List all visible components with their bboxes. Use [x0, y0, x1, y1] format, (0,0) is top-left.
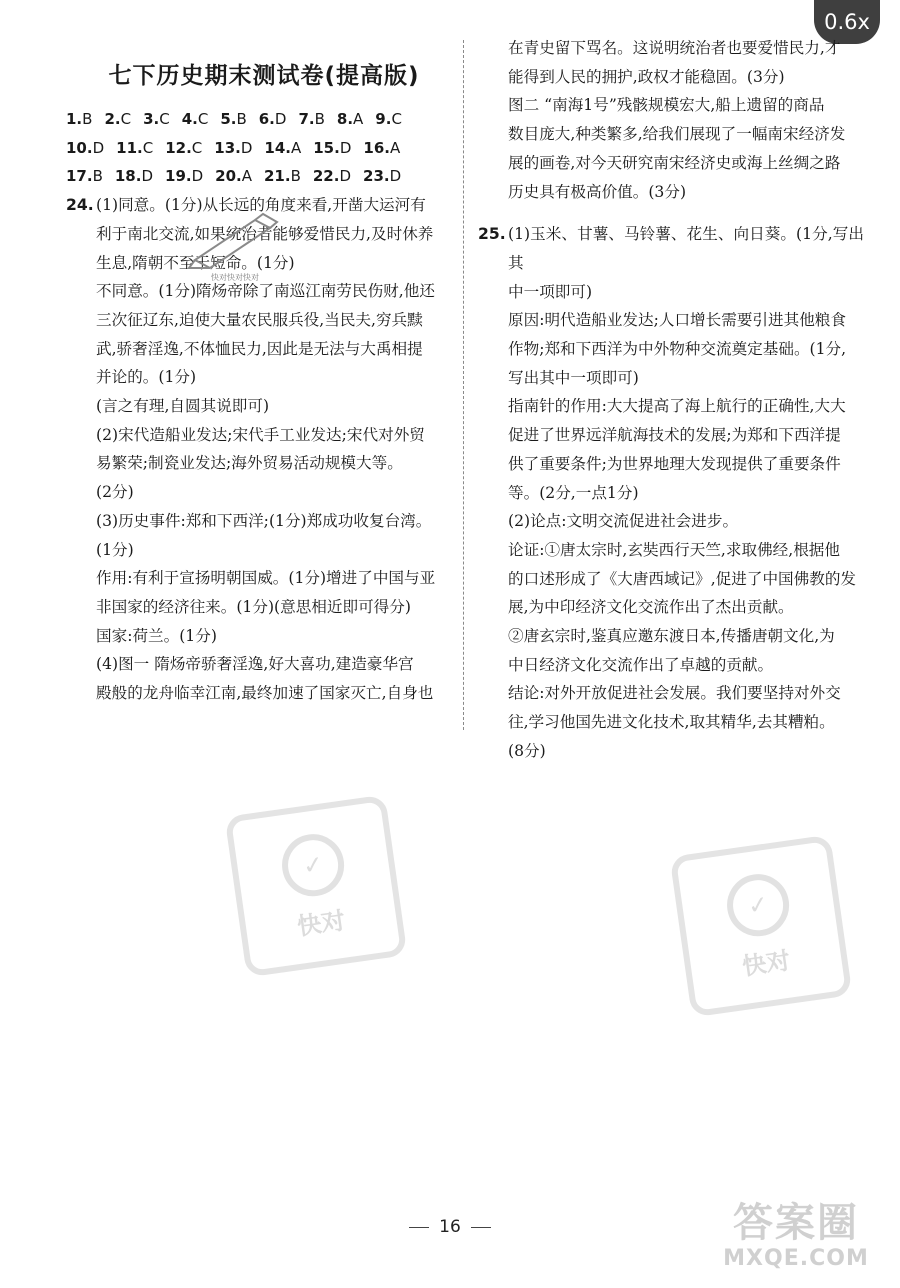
answer-line: 生息,隋朝不至于短命。(1分) — [96, 253, 295, 272]
answer-line: 等。(2分,一点1分) — [508, 483, 639, 502]
answer-line: 非国家的经济往来。(1分)(意思相近即可得分) — [96, 597, 411, 616]
mc-question-number: 19. — [165, 167, 192, 186]
answer-line: 写出其中一项即可) — [508, 368, 639, 387]
answer-line: 能得到人民的拥护,政权才能稳固。(3分) — [508, 67, 785, 86]
mc-answer — [313, 134, 351, 163]
pen-watermark-text: 快对快对快对 — [211, 273, 259, 282]
answer-line: 利于南北交流,如果统治者能够爱惜民力,及时休养 — [96, 224, 434, 243]
mc-answer — [220, 105, 246, 134]
answer-line: 中一项即可) — [508, 282, 593, 301]
answer-line: 武,骄奢淫逸,不体恤民力,因此是无法与大禹相提 — [96, 339, 423, 358]
answer-line: (3)历史事件:郑和下西洋;(1分)郑成功收复台湾。 — [96, 511, 432, 530]
mc-answer-letter: D — [339, 167, 352, 186]
answer-line: 作用:有利于宣扬明朝国威。(1分)增进了中国与亚 — [96, 569, 436, 588]
mc-answer-letter: C — [191, 138, 203, 157]
mc-answer — [115, 162, 153, 191]
mc-answer-letter: B — [82, 110, 93, 128]
mc-answer-letter: A — [241, 167, 252, 186]
mc-question-number: 14. — [264, 138, 291, 157]
mc-question-number: 3. — [143, 110, 160, 128]
answer-line: 结论:对外开放促进社会发展。我们要坚持对外交 — [508, 684, 841, 703]
mc-question-number: 15. — [313, 138, 340, 157]
mc-answer-letter: B — [290, 167, 301, 186]
mc-answer — [264, 134, 301, 163]
mc-row — [66, 162, 462, 191]
mc-answer — [259, 105, 287, 134]
answer-line: (1)同意。(1分)从长远的角度来看,开凿大运河有 — [96, 196, 426, 215]
answer-line: 往,学习他国先进文化技术,取其精华,去其糟粕。 — [508, 713, 835, 732]
answer-line: 原因:明代造船业发达;人口增长需要引进其他粮食 — [508, 311, 846, 330]
mc-answer — [363, 134, 400, 163]
mc-question-number: 11. — [116, 138, 143, 157]
mc-question-number: 9. — [375, 110, 392, 128]
mc-question-number: 12. — [165, 138, 192, 157]
mc-answer — [264, 162, 301, 191]
mc-answer — [165, 134, 202, 163]
dash-decoration — [471, 1227, 491, 1228]
mc-answer-letter: D — [141, 167, 154, 186]
answer-line: (2)论点:文明交流促进社会进步。 — [508, 512, 739, 531]
mc-answer-letter: D — [274, 110, 287, 128]
question-25-body — [478, 278, 864, 766]
mc-answer — [298, 105, 324, 134]
mc-question-number: 22. — [312, 167, 340, 186]
mc-answer — [104, 105, 131, 134]
mc-answer — [215, 162, 252, 191]
mc-answer — [165, 162, 203, 191]
mc-question-number: 7. — [298, 110, 315, 128]
mc-question-number: 2. — [104, 110, 121, 128]
mc-answer — [337, 105, 363, 134]
mc-row — [66, 105, 462, 134]
answer-line: 历史具有极高价值。(3分) — [508, 182, 687, 201]
mc-answer — [66, 162, 103, 191]
mc-answer — [363, 162, 401, 191]
answer-line: 并论的。(1分) — [96, 368, 197, 387]
mc-answer — [143, 105, 170, 134]
answer-line: (8分) — [508, 741, 546, 760]
check-circle-icon: ✓ — [723, 870, 793, 940]
answer-line: 中日经济文化交流作出了卓越的贡献。 — [508, 655, 774, 674]
answer-line: (言之有理,自圆其说即可) — [96, 397, 270, 416]
dash-decoration — [409, 1227, 429, 1228]
zoom-level-badge[interactable]: 0.6x — [814, 0, 880, 44]
question-25-first-line — [478, 220, 864, 277]
question-24-body — [66, 220, 462, 708]
question-24-continued — [478, 34, 864, 206]
mc-answer-letter: A — [353, 110, 364, 128]
mc-question-number: 5. — [220, 110, 237, 128]
mc-answer — [116, 134, 153, 163]
mc-answer — [66, 105, 92, 134]
pen-icon — [185, 210, 285, 270]
answer-line: 易繁荣;制瓷业发达;海外贸易活动规模大等。 — [96, 454, 403, 473]
answer-line: (4)图一 隋炀帝骄奢淫逸,好大喜功,建造豪华宫 — [96, 655, 414, 674]
answer-line: ②唐玄宗时,鉴真应邀东渡日本,传播唐朝文化,为 — [508, 627, 835, 646]
watermark-stamp — [225, 795, 408, 978]
answer-line: 不同意。(1分)隋炀帝除了南巡江南劳民伤财,他还 — [96, 282, 435, 301]
answer-line: (1)玉米、甘薯、马铃薯、花生、向日葵。(1分,写出其 — [508, 225, 864, 272]
answer-line: (2分) — [96, 483, 134, 502]
mc-answer — [214, 134, 252, 163]
right-column — [478, 34, 864, 766]
answer-line: (1分) — [96, 540, 134, 559]
watermark-stamp-label: 快对 — [740, 945, 792, 981]
mc-question-number: 10. — [66, 138, 93, 157]
answer-line: 国家:荷兰。(1分) — [96, 626, 217, 645]
mc-question-number: 6. — [258, 110, 275, 128]
answer-line: 三次征辽东,迫使大量农民服兵役,当民夫,穷兵黩 — [96, 310, 423, 329]
mc-answer — [313, 162, 351, 191]
answer-line: 论证:①唐太宗时,玄奘西行天竺,求取佛经,根据他 — [508, 540, 840, 559]
answer-line: 作物;郑和下西洋为中外物种交流奠定基础。(1分, — [508, 340, 847, 359]
mc-question-number: 16. — [363, 138, 390, 157]
mc-answer-letter: A — [290, 138, 302, 157]
mc-question-number: 13. — [214, 138, 241, 157]
answer-line: 殿般的龙舟临幸江南,最终加速了国家灭亡,自身也 — [96, 684, 434, 703]
mc-question-number: 8. — [336, 110, 354, 128]
page-number-text: 16 — [439, 1217, 461, 1237]
mc-answer-letter: D — [339, 138, 352, 157]
check-circle-icon: ✓ — [278, 830, 348, 900]
mc-question-number: 23. — [363, 167, 390, 186]
question-number: 25. — [478, 225, 506, 244]
site-logo-watermark — [706, 1200, 886, 1278]
page-title: 七下历史期末测试卷(提高版) — [108, 63, 420, 89]
mc-answer-letter: B — [314, 110, 325, 128]
logo-url: MXQE.COM — [723, 1246, 869, 1271]
mc-question-number: 17. — [66, 167, 93, 186]
mc-answer — [66, 134, 104, 163]
left-column — [66, 55, 462, 708]
mc-question-number: 21. — [264, 167, 291, 186]
mc-answer-letter: B — [236, 110, 247, 128]
mc-answer — [182, 105, 209, 134]
answer-line: 供了重要条件;为世界地理大发现提供了重要条件 — [508, 454, 841, 473]
watermark-stamp-label: 快对 — [295, 905, 347, 941]
mc-question-number: 1. — [66, 110, 83, 128]
mc-question-number: 18. — [114, 167, 142, 186]
mc-question-number: 20. — [215, 167, 242, 186]
mc-answer-letter: C — [197, 110, 209, 128]
answer-line: 的口述形成了《大唐西域记》,促进了中国佛教的发 — [508, 569, 857, 588]
mc-answer-letter: B — [92, 167, 103, 186]
answer-line: 促进了世界远洋航海技术的发展;为郑和下西洋提 — [508, 426, 841, 445]
watermark-stamp — [670, 835, 853, 1018]
mc-answer-letter: D — [191, 167, 204, 186]
answer-line: 图二 “南海1号”残骸规模宏大,船上遗留的商品 — [508, 96, 825, 115]
multiple-choice-answers — [66, 105, 462, 191]
mc-answer-letter: C — [120, 110, 132, 128]
mc-answer-letter: C — [142, 138, 154, 157]
mc-question-number: 4. — [181, 110, 198, 128]
answer-line: 在青史留下骂名。这说明统治者也要爱惜民力,才 — [508, 39, 841, 57]
mc-answer-letter: C — [159, 110, 170, 128]
logo-text: 答案圈 — [733, 1200, 859, 1246]
mc-row — [66, 134, 462, 163]
column-divider — [463, 40, 464, 730]
answer-line: 展的画卷,对今天研究南宋经济史或海上丝绸之路 — [508, 153, 841, 172]
mc-answer-letter: D — [389, 167, 402, 186]
answer-line: 展,为中印经济文化交流作出了杰出贡献。 — [508, 598, 794, 617]
pen-watermark — [185, 210, 285, 288]
mc-answer-letter: D — [92, 138, 105, 157]
mc-answer-letter: C — [391, 110, 402, 128]
mc-answer-letter: A — [389, 138, 401, 157]
question-number: 24. — [66, 196, 94, 215]
mc-answer-letter: D — [240, 138, 253, 157]
answer-line: 指南针的作用:大大提高了海上航行的正确性,大大 — [508, 397, 846, 416]
answer-line: (2)宋代造船业发达;宋代手工业发达;宋代对外贸 — [96, 425, 425, 444]
mc-answer — [375, 105, 402, 134]
answer-line: 数目庞大,种类繁多,给我们展现了一幅南宋经济发 — [508, 125, 846, 144]
